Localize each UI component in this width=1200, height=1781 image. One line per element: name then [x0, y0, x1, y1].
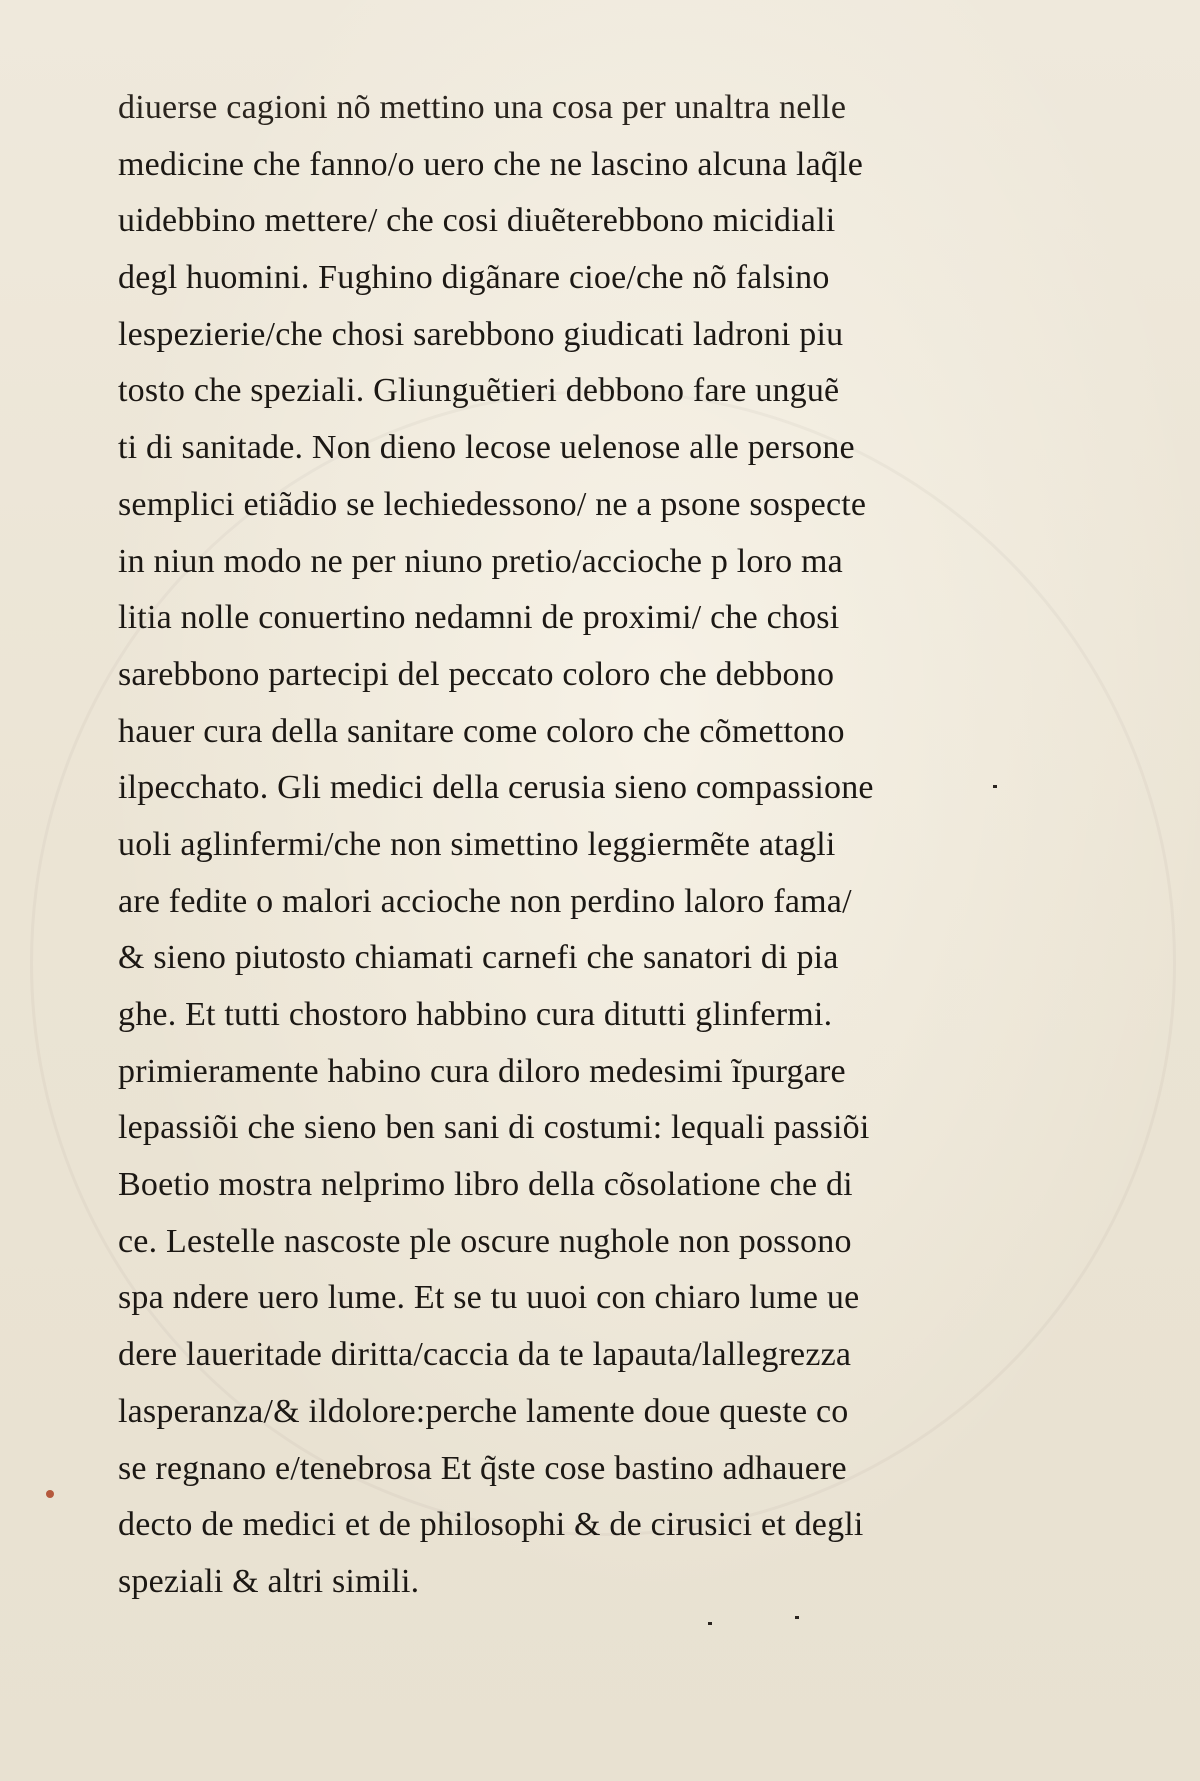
text-line: uoli aglinfermi/che non simettino leggiermẽte atagli	[118, 825, 836, 863]
text-line: ilpecchato. Gli medici della cerusia sieno compassione	[118, 769, 874, 807]
text-line: ghe. Et tutti chostoro habbino cura ditutti glinfermi.	[118, 996, 833, 1033]
text-line: lepassiõi che sieno ben sani di costumi: lequali passiõi	[118, 1109, 870, 1147]
text-line: diuerse cagioni nõ mettino una cosa per unaltra nelle	[118, 89, 847, 126]
text-line: lasperanza/& ildolore:perche lamente doue queste co	[118, 1392, 849, 1430]
text-line: hauer cura della sanitare come coloro che cõmettono	[118, 712, 845, 750]
text-line: spa ndere uero lume. Et se tu uuoi con chiaro lume ue	[118, 1279, 860, 1317]
text-line: se regnano e/tenebrosa Et q̃ste cose bastino adhauere	[118, 1449, 847, 1487]
text-line: uidebbino mettere/ che cosi diuẽterebbono micidiali	[118, 202, 836, 240]
text-line: dere laueritade diritta/caccia da te lapauta/lallegrezza	[118, 1336, 852, 1374]
text-line: ce. Lestelle nascoste ple oscure nughole non possono	[118, 1222, 852, 1260]
red-speck	[46, 1490, 54, 1498]
text-line: sarebbono partecipi del peccato coloro che debbono	[118, 655, 835, 693]
text-line: speziali & altri simili.	[118, 1562, 420, 1600]
text-line: litia nolle conuertino nedamni de proximi/ che chosi	[118, 599, 840, 637]
text-line: medicine che fanno/o uero che ne lascino alcuna laq̃le	[118, 145, 864, 183]
text-line: ti di sanitade. Non dieno lecose uelenose alle persone	[118, 429, 855, 467]
text-line: & sieno piutosto chiamati carnefi che sanatori di pia	[118, 939, 839, 977]
text-line: primieramente habino cura diloro medesimi ĩpurgare	[118, 1052, 846, 1090]
text-line: decto de medici et de philosophi & de cirusici et degli	[118, 1506, 864, 1544]
text-line: semplici etiãdio se lechiedessono/ ne a psone sospecte	[118, 485, 867, 523]
text-line: lespezierie/che chosi sarebbono giudicati ladroni piu	[118, 315, 844, 353]
text-line: are fedite o malori accioche non perdino laloro fama/	[118, 882, 852, 920]
text-line: tosto che speziali. Gliunguẽtieri debbono fare unguẽ	[118, 372, 840, 410]
printed-text-block	[118, 80, 1008, 1611]
text-line: in niun modo ne per niuno pretio/accioche p loro ma	[118, 542, 843, 580]
text-line: degl huomini. Fughino digãnare cioe/che nõ falsino	[118, 259, 830, 297]
ink-dot	[795, 1616, 799, 1619]
ink-dot	[708, 1622, 712, 1625]
text-line: Boetio mostra nelprimo libro della cõsolatione che di	[118, 1166, 853, 1204]
